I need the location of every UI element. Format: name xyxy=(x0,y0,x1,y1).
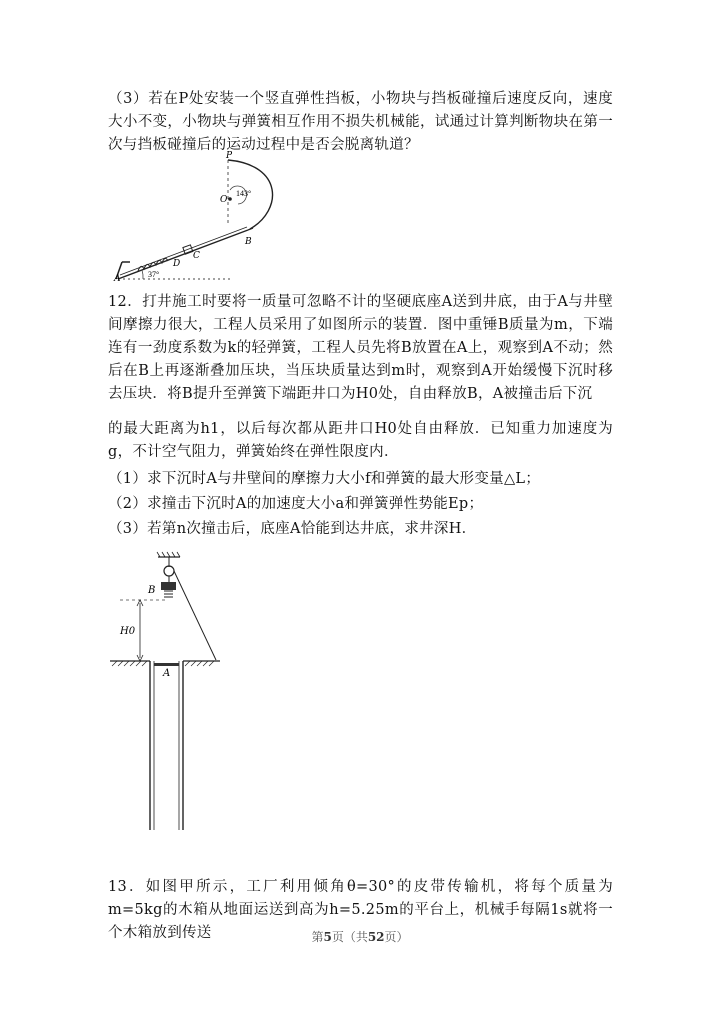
hammer-b xyxy=(161,582,176,590)
fig2-label-b: B xyxy=(148,585,156,596)
q12-part1: （1）求下沉时A与井壁间的摩擦力大小f和弹簧的最大形变量△L； xyxy=(108,471,541,487)
q12-intro-1: 12．打井施工时要将一质量可忽略不计的坚硬底座A送到井底，由于A与井壁间摩擦力很大，工程人员采用了如图所示的装置．图中重锤B质量为m，下端连有一劲度系数为k的轻弹簧，工程人员先将B放置在A上，观察到A不动；然后在B上再逐渐叠加压块，当压块质量达到m时，观察到A开始缓慢下沉时移去压块．将B提升至弹簧下端距井口为H0处，自由释放B，A被撞击后下沉 xyxy=(108,294,613,402)
fig1-label-a: A xyxy=(114,274,121,284)
footer-mid: 页（共 xyxy=(331,930,368,944)
figure-well-hammer xyxy=(108,545,233,835)
q12-intro-2: 的最大距离为h1，以后每次都从距井口H0处自由释放．已知重力加速度为g，不计空气阻力，弹簧始终在弹性限度内． xyxy=(108,421,613,460)
fig1-label-p: P xyxy=(226,151,233,161)
q12-part2: （2）求撞击下沉时A的加速度大小a和弹簧弹性势能Ep； xyxy=(108,496,484,512)
fig2-label-a: A xyxy=(163,668,171,679)
q13-text: 13．如图甲所示，工厂利用倾角θ=30°的皮带传输机，将每个质量为m=5kg的木箱从地面运送到高为h=5.25m的平台上，机械手每隔1s就将一个木箱放到传送 xyxy=(108,879,613,941)
base-a xyxy=(154,663,179,666)
hammer-spring xyxy=(164,591,173,597)
incline-track xyxy=(118,230,248,279)
page-footer xyxy=(0,928,720,945)
center-o xyxy=(228,197,232,201)
pulley xyxy=(164,566,174,576)
fig2-label-h0: H0 xyxy=(120,626,136,637)
fig1-label-b: B xyxy=(245,237,252,247)
q12-part3: （3）若第n次撞击后，底座A恰能到达井底，求井深H． xyxy=(108,521,477,537)
footer-total: 52 xyxy=(367,930,385,944)
fig1-label-angle: 143° xyxy=(236,189,252,198)
fig1-label-c: C xyxy=(193,251,200,261)
fig1-label-o: O xyxy=(220,195,228,205)
fig1-label-d: D xyxy=(173,259,181,269)
footer-prefix: 第 xyxy=(311,930,324,944)
footer-suffix: 页） xyxy=(384,930,409,944)
fig1-label-incline: 37° xyxy=(148,270,160,279)
figure-incline-track xyxy=(108,150,308,285)
footer-page: 5 xyxy=(323,930,332,944)
q11-part3-text: （3）若在P处安装一个竖直弹性挡板，小物块与挡板碰撞后速度反向，速度大小不变，小物块与弹簧相互作用不损失机械能，试通过计算判断物块在第一次与挡板碰撞后的运动过程中是否会脱离轨道？ xyxy=(108,91,613,153)
